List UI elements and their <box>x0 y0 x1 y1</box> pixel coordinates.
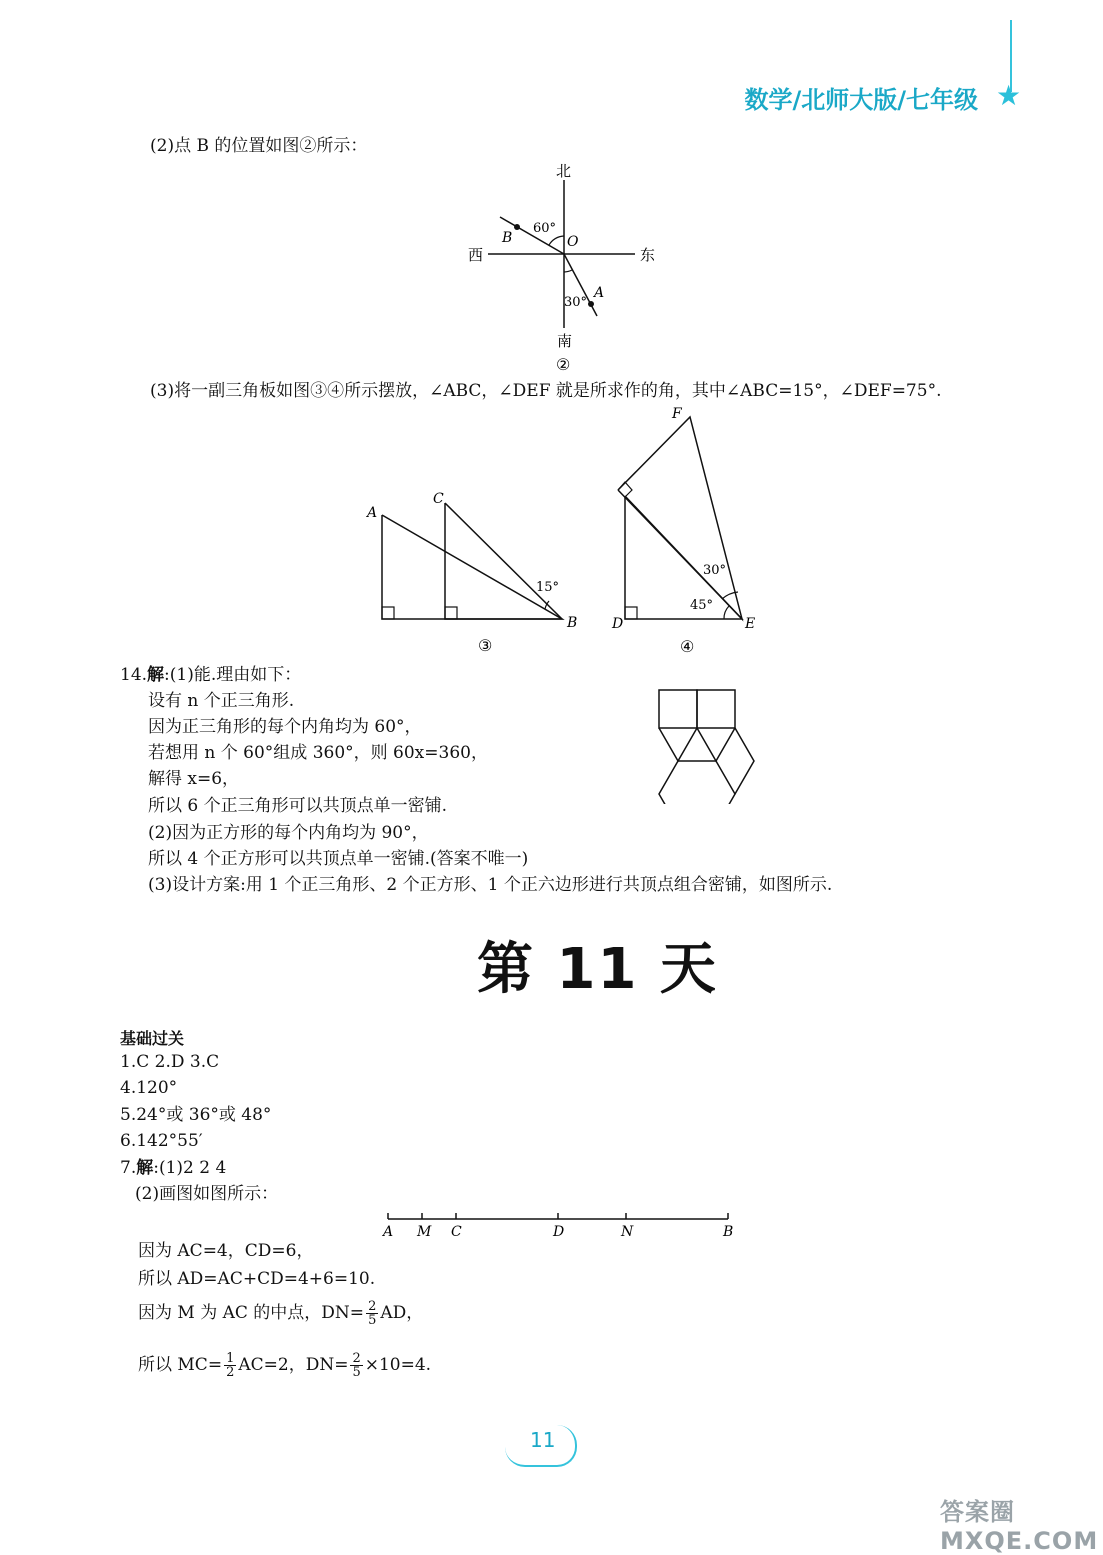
q14-line-7: 所以 4 个正方形可以共顶点单一密铺.(答案不唯一) <box>148 849 529 869</box>
q14-line-2: 因为正三角形的每个内角均为 60°， <box>148 717 422 737</box>
fraction-denominator: 2 <box>226 1365 235 1380</box>
fraction-two-fifths <box>366 1300 378 1327</box>
q14-number: 14. <box>120 665 148 685</box>
answer-5: 5.24°或 36°或 48° <box>120 1105 272 1125</box>
fraction-denominator: 5 <box>368 1313 377 1328</box>
header-title: 数学/北师大版/七年级 <box>744 86 978 114</box>
q7-line-2: 所以 AD=AC+CD=4+6=10. <box>138 1269 376 1289</box>
basics-heading: 基础过关 <box>120 1029 185 1048</box>
fig4-d-label: D <box>612 616 624 632</box>
fraction-one-half <box>224 1352 236 1379</box>
segment-label-b: B <box>723 1224 734 1240</box>
q14-line-3: 若想用 n 个 60°组成 360°，则 60x=360， <box>148 743 488 763</box>
fig3-b-label: B <box>567 615 578 631</box>
point-o-label: O <box>567 234 579 250</box>
segment-label-d: D <box>553 1224 565 1240</box>
figure-4 <box>600 400 780 660</box>
fig3-a-label: A <box>367 505 378 521</box>
figure-3-number: ③ <box>478 636 493 655</box>
q7-line-4-end: ×10=4. <box>364 1355 432 1375</box>
q7-solve-label: 解 <box>136 1158 154 1178</box>
point-a-label: A <box>594 285 605 301</box>
part2-text: (2)点 B 的位置如图②所示： <box>150 136 368 156</box>
fraction-numerator: 2 <box>352 1351 361 1366</box>
q14-line-6: (2)因为正方形的每个内角均为 90°， <box>148 823 429 843</box>
fraction-denominator: 5 <box>352 1365 361 1380</box>
q14-line-4: 解得 x=6， <box>148 769 240 789</box>
fig4-f-label: F <box>672 406 682 422</box>
q7-number: 7. <box>120 1158 137 1178</box>
q14-line-1: 设有 n 个正三角形. <box>148 691 295 711</box>
answer-4: 4.120° <box>120 1078 178 1098</box>
q7-line-3 <box>138 1300 423 1327</box>
fraction-numerator: 2 <box>368 1299 377 1314</box>
segment-label-c: C <box>451 1224 462 1240</box>
segment-label-m: M <box>417 1224 432 1240</box>
q7-line-3-end: AD， <box>380 1303 424 1323</box>
q14-line-8: (3)设计方案:用 1 个正三角形、2 个正方形、1 个正六边形进行共顶点组合密铺，如图所示. <box>148 875 833 895</box>
north-label: 北 <box>556 162 572 180</box>
q14-line-5: 所以 6 个正三角形可以共顶点单一密铺. <box>148 796 448 816</box>
fig3-angle-label: 15° <box>536 580 560 595</box>
q7-line-3-start: 因为 M 为 AC 的中点，DN= <box>138 1303 365 1323</box>
q7-line-4-start: 所以 MC= <box>138 1355 223 1375</box>
tiling-figure <box>652 684 767 804</box>
point-b-label: B <box>502 230 513 246</box>
angle-30-label: 30° <box>564 295 588 310</box>
q7-line-1: 因为 AC=4，CD=6， <box>138 1241 314 1261</box>
q7-part1-answer: :(1)2 2 4 <box>153 1158 227 1178</box>
angle-60-label: 60° <box>533 221 557 236</box>
fraction-two-fifths <box>350 1352 362 1379</box>
west-label: 西 <box>468 246 484 264</box>
page-number: 11 <box>530 1428 556 1452</box>
figure-2-number: ② <box>556 355 571 373</box>
south-label: 南 <box>557 332 573 350</box>
day-title: 第 11 天 <box>477 937 718 1002</box>
segment-label-a: A <box>383 1224 394 1240</box>
star-icon: ★ <box>996 79 1022 112</box>
fig4-e-label: E <box>745 616 756 632</box>
fraction-numerator: 1 <box>226 1351 235 1366</box>
fig3-c-label: C <box>433 491 444 507</box>
part3-text: (3)将一副三角板如图③④所示摆放，∠ABC，∠DEF 就是所求作的角，其中∠ABC=15°，∠DEF=75°. <box>150 381 942 401</box>
figure-4-number: ④ <box>680 637 695 656</box>
segment-figure <box>375 1205 745 1245</box>
figure-3 <box>360 485 600 660</box>
compass-figure <box>460 158 690 373</box>
watermark-logo: 答案圈 MXQE.COM <box>940 1498 1099 1555</box>
answer-6: 6.142°55′ <box>120 1131 203 1151</box>
fig4-angle-30-label: 30° <box>703 563 727 578</box>
east-label: 东 <box>640 246 656 264</box>
q7-line-4 <box>138 1352 431 1379</box>
q14-solve-label: 解 <box>147 665 165 685</box>
segment-label-n: N <box>621 1224 634 1240</box>
answers-1-3: 1.C 2.D 3.C <box>120 1052 220 1072</box>
q7-line-4-mid: AC=2，DN= <box>238 1355 349 1375</box>
q14-heading <box>120 664 301 686</box>
q14-part1-text: :(1)能.理由如下： <box>164 665 302 685</box>
q7-heading <box>120 1157 226 1179</box>
q7-part2-text: (2)画图如图所示： <box>135 1184 279 1204</box>
fig4-angle-45-label: 45° <box>690 598 714 613</box>
